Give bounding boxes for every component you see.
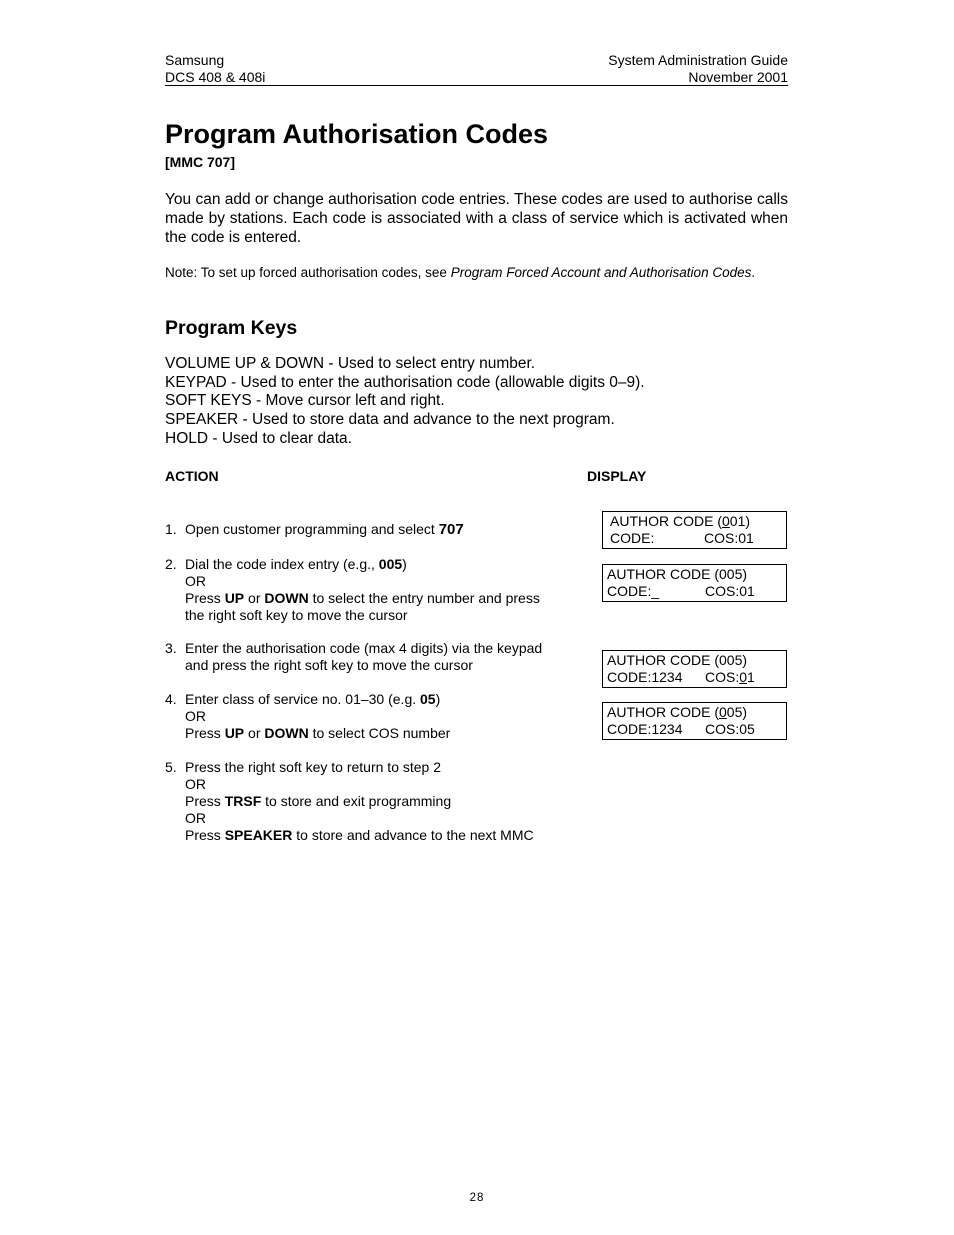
program-key-item: HOLD - Used to clear data. (165, 429, 352, 447)
header-company: Samsung (165, 52, 225, 68)
step-number: 4. (165, 691, 177, 707)
header-divider (165, 85, 788, 86)
step-text: Dial the code index entry (e.g., (185, 556, 379, 572)
lcd-cursor: 0 (739, 668, 748, 685)
step-4 (165, 691, 450, 742)
note-reference: Program Forced Account and Authorisation Codes (450, 265, 752, 280)
lcd-display-1 (602, 511, 787, 549)
lcd-cos (705, 669, 755, 686)
lcd-cos: COS:05 (705, 720, 755, 737)
step-text: to store and advance to the next MMC (292, 827, 534, 843)
lcd-text: 01) (729, 513, 751, 529)
lcd-cos: COS:01 (705, 582, 755, 599)
lcd-text: AUTHOR CODE ( (610, 513, 722, 529)
header-guide-title: System Administration Guide (608, 52, 788, 68)
lcd-code: CODE:1234 (607, 720, 683, 737)
step-bold: 707 (438, 521, 464, 538)
program-keys-heading: Program Keys (165, 317, 298, 339)
step-text: and press the right soft key to move the cursor (185, 657, 473, 673)
step-text: Enter the authorisation code (max 4 digits) via the keypad (185, 640, 543, 656)
program-key-item: VOLUME UP & DOWN - Used to select entry number. (165, 355, 536, 372)
lcd-display-4 (602, 702, 787, 740)
step-or: OR (185, 810, 206, 826)
step-number: 3. (165, 640, 177, 656)
program-key-item: SPEAKER - Used to store data and advance to the next program. (165, 411, 615, 429)
step-or: OR (185, 573, 206, 589)
step-1 (165, 521, 464, 538)
lcd-cursor: 0 (719, 704, 727, 720)
lcd-cos: COS:01 (704, 529, 754, 546)
lcd-code: CODE: (607, 582, 652, 599)
page-number: 28 (469, 1192, 485, 1204)
step-number: 2. (165, 556, 177, 572)
step-number: 1. (165, 521, 177, 537)
lcd-cursor: 0 (722, 513, 730, 529)
lcd-text: AUTHOR CODE (005) (607, 566, 748, 582)
program-key-item: SOFT KEYS - Move cursor left and right. (165, 392, 445, 410)
step-bold: TRSF (224, 793, 262, 809)
step-or: OR (185, 708, 206, 724)
header-date: November 2001 (688, 69, 788, 85)
step-text: to select COS number (308, 725, 451, 741)
step-bold: DOWN (264, 590, 309, 606)
step-text: Enter class of service no. 01–30 (e.g. (185, 691, 421, 707)
step-bold: 005 (378, 556, 403, 572)
note-paragraph (165, 264, 788, 281)
lcd-display-3 (602, 650, 787, 688)
lcd-text: AUTHOR CODE (005) (607, 652, 748, 668)
step-2 (165, 556, 540, 624)
step-text: ) (402, 556, 407, 572)
step-bold: DOWN (264, 725, 309, 741)
header-left (165, 52, 265, 86)
step-text: or (244, 590, 265, 606)
lcd-text: 05) (726, 704, 748, 720)
lcd-cursor: _ (651, 582, 660, 599)
lcd-text: 1 (747, 668, 755, 685)
intro-paragraph: You can add or change authorisation code entries. These codes are used to authorise calls made by stations. Each code is associated with a class of service which is activated when the code is entered. (165, 191, 788, 246)
header-product: DCS 408 & 408i (165, 69, 266, 85)
step-bold: UP (224, 590, 245, 606)
step-bold: 05 (420, 691, 436, 707)
step-bold: UP (224, 725, 245, 741)
lcd-code: CODE: (610, 529, 655, 546)
step-text: to store and exit programming (261, 793, 452, 809)
step-text: Press (185, 793, 225, 809)
lcd-display-2 (602, 564, 787, 602)
step-text: ) (435, 691, 441, 707)
note-suffix: . (751, 265, 756, 280)
note-prefix: Note: To set up forced authorisation codes, see (165, 265, 451, 280)
step-text: or (244, 725, 265, 741)
step-or: OR (185, 776, 206, 792)
display-column-heading: DISPLAY (587, 468, 647, 484)
step-text: to select the entry number and press (308, 590, 540, 606)
step-text: Press the right soft key to return to step 2 (185, 759, 442, 775)
page-title: Program Authorisation Codes (165, 119, 549, 149)
mmc-code: [MMC 707] (165, 154, 236, 170)
step-text: the right soft key to move the cursor (185, 607, 408, 623)
step-3 (165, 640, 542, 674)
step-5 (165, 759, 534, 844)
step-text: Press (185, 590, 225, 606)
lcd-text: COS: (705, 668, 740, 685)
action-column-heading: ACTION (165, 468, 219, 484)
step-bold: SPEAKER (224, 827, 293, 843)
step-text: Open customer programming and select (185, 521, 439, 537)
lcd-code: CODE:1234 (607, 668, 683, 685)
header-right (608, 52, 788, 86)
program-key-item: KEYPAD - Used to enter the authorisation code (allowable digits 0–9). (165, 373, 645, 391)
lcd-text: AUTHOR CODE ( (607, 704, 719, 720)
step-number: 5. (165, 759, 177, 775)
step-text: Press (185, 827, 225, 843)
program-keys-list (165, 355, 645, 449)
step-text: Press (185, 725, 225, 741)
